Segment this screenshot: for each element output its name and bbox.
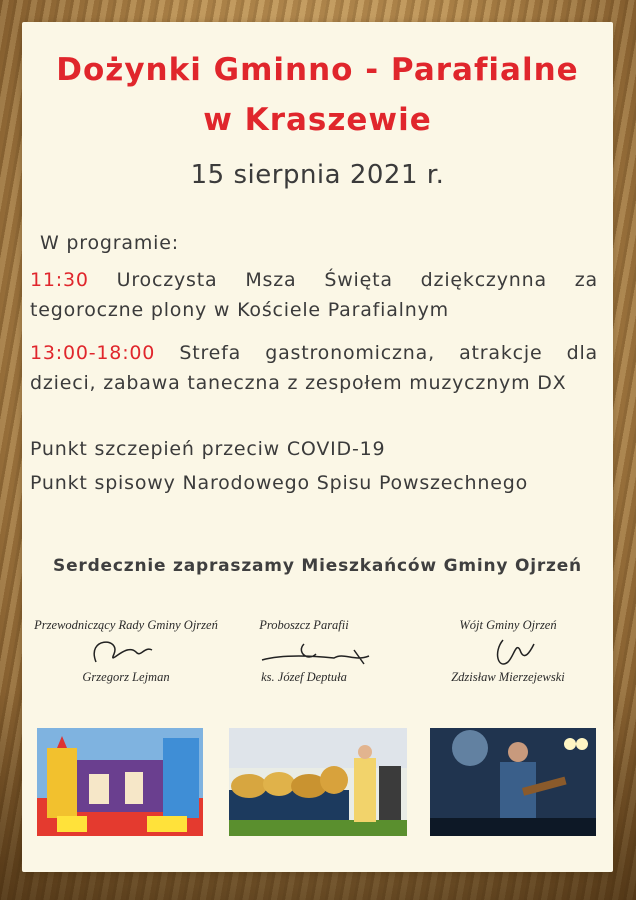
handwritten-signature-icon: [204, 632, 404, 672]
harvest-mass-photo: [229, 728, 407, 836]
signature-name: ks. Józef Deptuła: [261, 670, 347, 684]
event-date: 15 sierpnia 2021 r.: [190, 160, 445, 190]
band-concert-photo: [430, 728, 596, 836]
program-item-text: Punkt szczepień przeciw COVID-19: [30, 438, 386, 460]
signature-block-council: [26, 618, 226, 684]
program-item-text: Uroczysta Msza Święta dziękczynna za tegoroczne plony w Kościele Parafialnym: [30, 269, 598, 321]
poster-title-line2: w Kraszewie: [203, 102, 432, 138]
poster-title-line1: Dożynki Gminno - Parafialne: [56, 52, 579, 88]
signature-role: Wójt Gminy Ojrzeń: [459, 618, 557, 632]
program-item-text: Strefa gastronomiczna, atrakcje dla dzieci, zabawa taneczna z zespołem muzycznym DX: [30, 342, 598, 394]
bouncy-castle-photo: [37, 728, 203, 836]
signature-name: Zdzisław Mierzejewski: [451, 670, 565, 684]
program-item-text: Punkt spisowy Narodowego Spisu Powszechnego: [30, 472, 528, 494]
program-heading: W programie:: [40, 232, 179, 254]
invitation-text: Serdecznie zapraszamy Mieszkańców Gminy Ojrzeń: [53, 556, 582, 576]
signature-block-parish: [204, 618, 404, 684]
handwritten-signature-icon: [26, 632, 226, 672]
signature-block-mayor: [408, 618, 608, 684]
program-item: [30, 468, 598, 498]
signature-role: Przewodniczący Rady Gminy Ojrzeń: [34, 618, 218, 632]
program-item-time: 13:00-18:00: [30, 342, 156, 364]
handwritten-signature-icon: [408, 632, 608, 672]
signature-role: Proboszcz Parafii: [259, 618, 349, 632]
program-item: [30, 434, 598, 464]
signature-name: Grzegorz Lejman: [82, 670, 170, 684]
program-item: [30, 338, 598, 398]
program-item: [30, 265, 598, 325]
program-item-time: 11:30: [30, 269, 89, 291]
poster-paper: [22, 22, 613, 872]
